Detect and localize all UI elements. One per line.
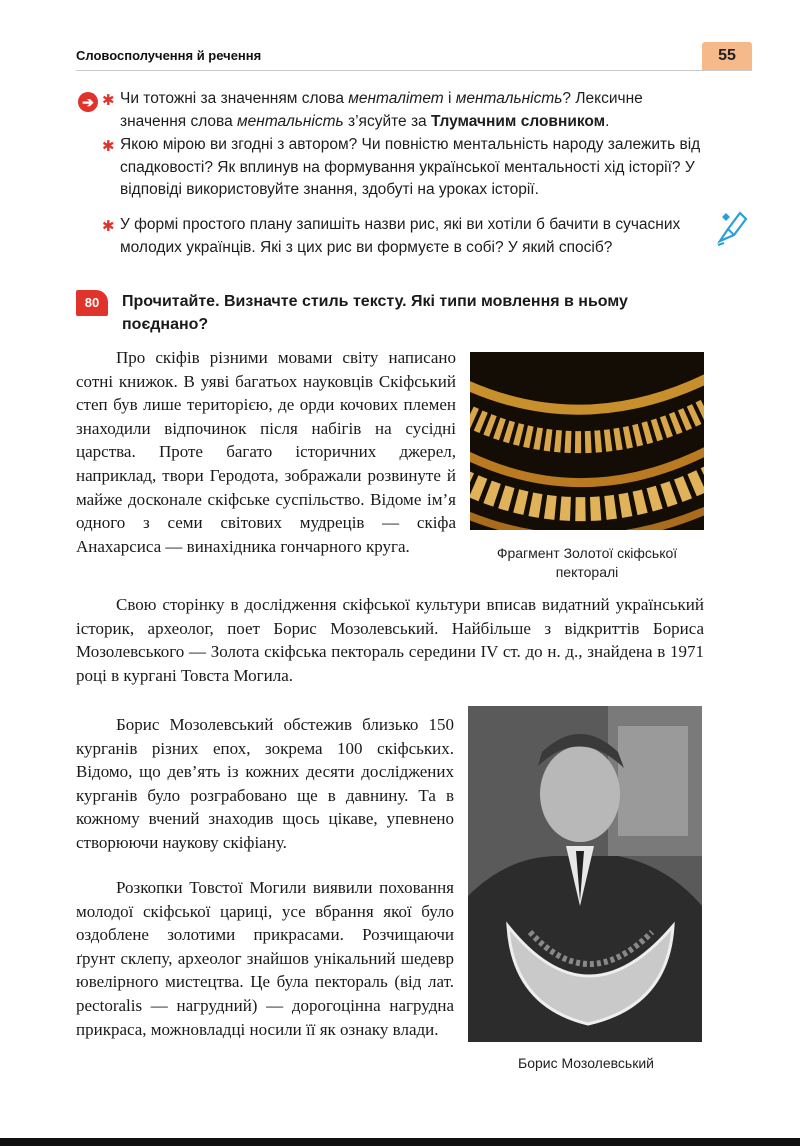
question-1-text: і [443, 90, 456, 107]
question-1-text: ? Лексичне значення слова [120, 90, 643, 130]
exercise-task: Прочитайте. Визначте стиль тексту. Які типи мовлення в ньому поєднано? [122, 293, 628, 333]
page-number: 55 [702, 42, 752, 70]
bullet-icon: ✱ [102, 92, 115, 109]
question-1-text: менталітет [348, 90, 444, 107]
question-1-text: Чи тотожні за значенням слова [120, 90, 349, 107]
paragraph-1: Про скіфів різними мовами світу написано сотні книжок. В уяві багатьох науковців Скіфський степ був лише територією, де орди кочових племен знаходили відпочинок після набігів на сусідні царства. Проте багато історичних джерел, наприклад, твори Геродота, зображали розвинуте й майже досконале скіфське суспільство. Відоме ім’я одного з семи світових мудреців — скіфа Анахарсиса — винахідника гончарного круга. [76, 348, 456, 556]
pectoral-fragment-image [470, 352, 704, 530]
paragraph-4: Розкопки Товстої Могили виявили поховання молодої скіфської цариці, усе вбрання якої було оздоблене золотими прикрасами. Розчищаючи ґрунт склепу, археолог знайшов унікальний шедевр ювелірного мистецтва. Це була пектораль (від лат. pectoralis — нагрудний) — дорогоцінна нагрудна прикраса, можновладці носили її як ознаку влади. [76, 878, 454, 1039]
bullet-icon: ✱ [102, 218, 115, 235]
section-title: Словосполучення й речення [76, 48, 262, 63]
arrow-right-icon: ➔ [78, 92, 98, 112]
question-2 [102, 134, 706, 202]
question-1-text: Тлумачним словником [430, 112, 606, 130]
question-2-text: Якою мірою ви згодні з автором? Чи повністю ментальність народу залежить від спадковості? Як вплинув на формування української ментальності хід історії? У відповіді використовуйте знання, здобуті на уроках історії. [120, 136, 701, 198]
mozolevsky-photo [468, 706, 702, 1042]
question-3-text: У формі простого плану запишіть назви рис, які ви хотіли б бачити в сучасних молодих українців. Які з цих рис ви формуєте в собі? У який спосіб? [120, 216, 681, 256]
question-1-text: ментальність [455, 90, 563, 107]
question-1 [102, 88, 706, 133]
page-header [76, 40, 752, 71]
question-1-text: ментальність [237, 112, 344, 130]
exercise-number: 80 [76, 290, 108, 316]
bullet-icon: ✱ [102, 138, 115, 155]
figure-2-caption: Борис Мозолевський [518, 1055, 654, 1071]
page-bottom-rule [0, 1138, 800, 1146]
pen-writing-icon [714, 207, 750, 247]
question-3 [102, 214, 706, 259]
question-1-text: . [605, 112, 610, 130]
paragraph-3: Борис Мозолевський обстежив близько 150 курганів різних епох, зокрема 100 скіфських. Відомо, що дев’ять із кожних десяти досліджених курганів було розграбовано ще в давнину. Та в кожному вчений знаходив щось цікаве, упевнено створюючи наукову скіфіану. [76, 715, 454, 852]
paragraph-2: Свою сторінку в дослідження скіфської культури вписав видатний український історик, археолог, поет Борис Мозолевський. Найбільше з відкриттів Бориса Мозолевського — Золота скіфська пектораль середини IV ст. до н. д., знайдена в 1971 році в кургані Товста Могила. [76, 595, 704, 685]
question-1-text: з’ясуйте за [343, 112, 431, 130]
figure-1-caption: Фрагмент Золотої скіфської пекторалі [496, 545, 678, 580]
